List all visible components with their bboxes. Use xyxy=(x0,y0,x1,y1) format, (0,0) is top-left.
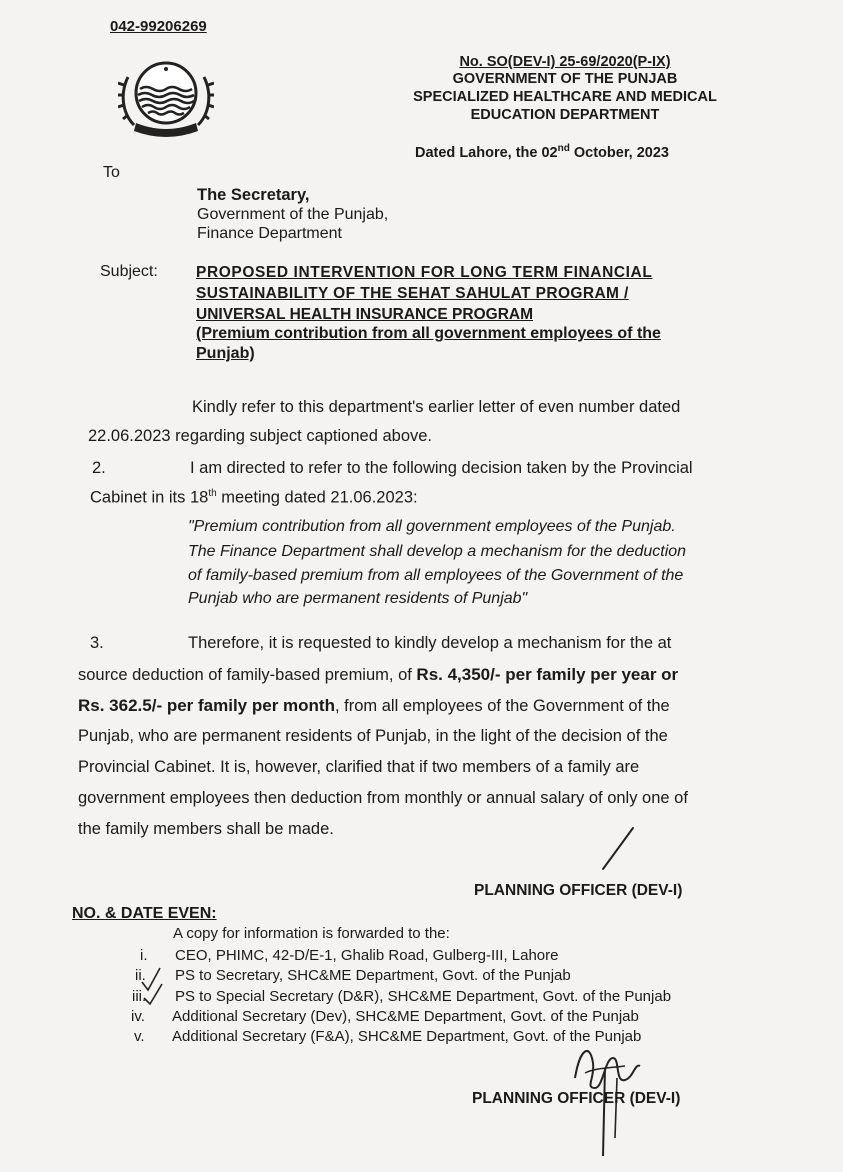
copy-item-number: i. xyxy=(140,947,148,964)
para-3-line-3: Rs. 362.5/- per family per month, from all employees of the Government of the xyxy=(78,696,670,715)
phone-number: 042-99206269 xyxy=(110,18,207,35)
copy-item-text: Additional Secretary (Dev), SHC&ME Department, Govt. of the Punjab xyxy=(172,1008,639,1025)
subject-line-4: (Premium contribution from all government employees of the xyxy=(196,325,661,342)
letter-date: Dated Lahore, the 02nd October, 2023 xyxy=(415,143,669,161)
signatory-designation-2: PLANNING OFFICER (DEV-I) xyxy=(472,1090,681,1107)
copy-item-text: CEO, PHIMC, 42-D/E-1, Ghalib Road, Gulberg-III, Lahore xyxy=(175,947,559,964)
para-3-line-1: Therefore, it is requested to kindly develop a mechanism for the at xyxy=(188,634,672,652)
subject-line-2: SUSTAINABILITY OF THE SEHAT SAHULAT PROGRAM / xyxy=(196,285,629,302)
cabinet-decision-quote-line-2: The Finance Department shall develop a mechanism for the deduction xyxy=(188,543,687,560)
subject-line-1: PROPOSED INTERVENTION FOR LONG TERM FINANCIAL xyxy=(196,264,653,281)
cabinet-decision-quote-line-4: Punjab who are permanent residents of Punjab" xyxy=(188,590,528,607)
para-2-line-1: I am directed to refer to the following decision taken by the Provincial xyxy=(190,459,693,477)
para-3-line-7: the family members shall be made. xyxy=(78,820,334,838)
department-line-2: EDUCATION DEPARTMENT xyxy=(470,107,660,123)
para-1-line-1: Kindly refer to this department's earlier letter of even number dated xyxy=(192,398,681,416)
subject-label: Subject: xyxy=(100,263,158,280)
copy-intro: A copy for information is forwarded to the: xyxy=(173,925,450,942)
subject-line-3: UNIVERSAL HEALTH INSURANCE PROGRAM xyxy=(196,306,533,323)
government-name: GOVERNMENT OF THE PUNJAB xyxy=(452,71,678,87)
para-3-line-4: Punjab, who are permanent residents of Punjab, in the light of the decision of the xyxy=(78,727,668,745)
cabinet-decision-quote-line-1: "Premium contribution from all government employees of the Punjab. xyxy=(188,518,676,535)
para-2-number: 2. xyxy=(92,459,106,477)
para-3-line-2: source deduction of family-based premium, of Rs. 4,350/- per family per year or xyxy=(78,665,679,684)
copy-item-text: PS to Secretary, SHC&ME Department, Govt. of the Punjab xyxy=(175,967,571,984)
signature-stroke-icon xyxy=(595,825,640,875)
copy-heading: NO. & DATE EVEN: xyxy=(72,905,217,922)
para-3-line-5: Provincial Cabinet. It is, however, clarified that if two members of a family are xyxy=(78,758,640,776)
punjab-government-emblem-icon xyxy=(118,55,214,137)
reference-number: No. SO(DEV-I) 25-69/2020(P-IX) xyxy=(459,54,671,70)
recipient-title: The Secretary, xyxy=(197,186,310,204)
para-1-line-2: 22.06.2023 regarding subject captioned above. xyxy=(88,427,433,445)
recipient-line-2: Finance Department xyxy=(197,225,342,242)
to-label: To xyxy=(103,164,120,181)
department-line-1: SPECIALIZED HEALTHCARE AND MEDICAL xyxy=(413,89,717,105)
para-3-number: 3. xyxy=(90,634,104,652)
copy-item-number: iii. xyxy=(132,988,147,1005)
copy-item-text: Additional Secretary (F&A), SHC&ME Department, Govt. of the Punjab xyxy=(172,1028,642,1045)
copy-item-number: iv. xyxy=(131,1008,145,1025)
copy-item-number: ii. xyxy=(135,967,146,984)
subject-line-5: Punjab) xyxy=(196,345,255,362)
para-2-line-2: Cabinet in its 18th meeting dated 21.06.2023: xyxy=(90,488,418,507)
recipient-line-1: Government of the Punjab, xyxy=(197,206,389,223)
para-3-line-6: government employees then deduction from monthly or annual salary of only one of xyxy=(78,789,688,807)
copy-item-number: v. xyxy=(134,1028,145,1045)
signatory-designation-1: PLANNING OFFICER (DEV-I) xyxy=(474,882,683,899)
cabinet-decision-quote-line-3: of family-based premium from all employees of the Government of the xyxy=(188,567,684,584)
copy-item-text: PS to Special Secretary (D&R), SHC&ME Department, Govt. of the Punjab xyxy=(175,988,672,1005)
